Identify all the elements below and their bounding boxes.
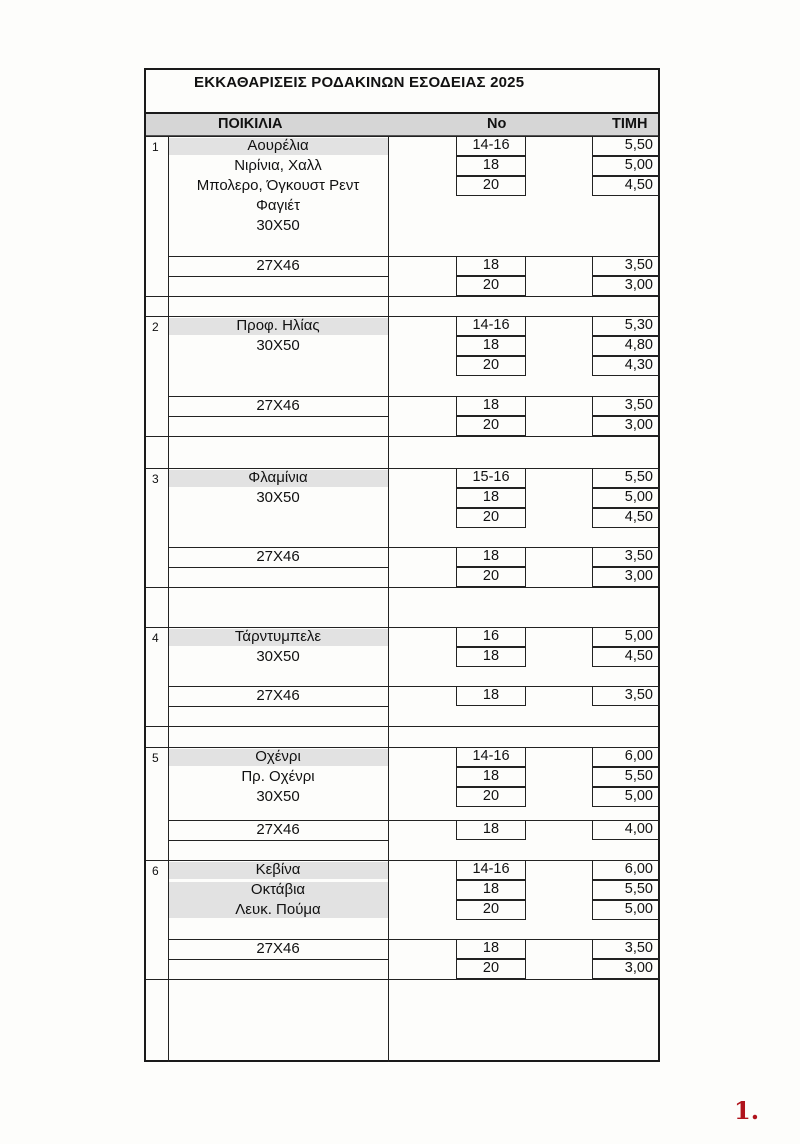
price-cell: 3,00 bbox=[592, 959, 660, 979]
price-cell: 3,50 bbox=[592, 939, 660, 959]
pack-size-label: 30Χ50 bbox=[256, 489, 300, 506]
price-cell: 5,30 bbox=[592, 316, 660, 336]
size-cell: 14-16 bbox=[456, 747, 526, 767]
price-cell: 5,50 bbox=[592, 136, 660, 156]
size-cell: 20 bbox=[456, 787, 526, 807]
title-bar bbox=[146, 70, 658, 114]
column-divider bbox=[168, 136, 169, 1062]
row-divider bbox=[168, 416, 388, 417]
price-cell: 5,00 bbox=[592, 900, 660, 920]
size-cell: 18 bbox=[456, 647, 526, 667]
variety-name: Φαγιέτ bbox=[255, 197, 301, 214]
size-cell: 20 bbox=[456, 508, 526, 528]
row-divider bbox=[168, 840, 388, 841]
pack-size-label: 27Χ46 bbox=[256, 397, 300, 414]
price-cell: 4,80 bbox=[592, 336, 660, 356]
size-cell: 20 bbox=[456, 416, 526, 436]
row-divider bbox=[168, 706, 388, 707]
size-cell: 18 bbox=[456, 939, 526, 959]
pack-size-label: 30Χ50 bbox=[256, 337, 300, 354]
price-cell: 4,50 bbox=[592, 647, 660, 667]
size-cell: 18 bbox=[456, 488, 526, 508]
group-number: 2 bbox=[152, 320, 159, 334]
size-cell: 20 bbox=[456, 276, 526, 296]
variety-name: Οχένρι bbox=[255, 748, 301, 765]
price-cell: 4,50 bbox=[592, 508, 660, 528]
group-number: 6 bbox=[152, 864, 159, 878]
row-divider bbox=[168, 567, 388, 568]
variety-name: Προφ. Ηλίας bbox=[236, 317, 320, 334]
header-variety: ΠΟΙΚΙΛΙΑ bbox=[218, 116, 283, 132]
group-number: 4 bbox=[152, 631, 159, 645]
size-cell: 16 bbox=[456, 627, 526, 647]
size-cell: 20 bbox=[456, 959, 526, 979]
price-cell: 4,00 bbox=[592, 820, 660, 840]
price-cell: 3,50 bbox=[592, 686, 660, 706]
variety-name: Νιρίνια, Χαλλ bbox=[234, 157, 322, 174]
variety-name: Μπολερο, Όγκουστ Ρεντ bbox=[196, 177, 360, 194]
size-cell: 20 bbox=[456, 176, 526, 196]
pack-size-label: 27Χ46 bbox=[256, 687, 300, 704]
variety-name: Αουρέλια bbox=[247, 137, 309, 154]
row-divider bbox=[146, 979, 658, 980]
header-price: ΤΙΜΗ bbox=[612, 116, 648, 132]
size-cell: 18 bbox=[456, 767, 526, 787]
size-cell: 18 bbox=[456, 396, 526, 416]
price-cell: 3,00 bbox=[592, 276, 660, 296]
price-cell: 6,00 bbox=[592, 860, 660, 880]
size-cell: 20 bbox=[456, 567, 526, 587]
size-cell: 18 bbox=[456, 686, 526, 706]
price-cell: 4,50 bbox=[592, 176, 660, 196]
price-cell: 3,00 bbox=[592, 416, 660, 436]
variety-name: Οκτάβια bbox=[250, 881, 306, 898]
header-size: Νο bbox=[487, 116, 507, 132]
row-divider bbox=[146, 436, 658, 437]
pack-size-label: 27Χ46 bbox=[256, 548, 300, 565]
pack-size-label: 27Χ46 bbox=[256, 940, 300, 957]
price-cell: 3,50 bbox=[592, 256, 660, 276]
price-cell: 3,50 bbox=[592, 547, 660, 567]
row-divider bbox=[168, 276, 388, 277]
size-cell: 14-16 bbox=[456, 860, 526, 880]
price-cell: 5,50 bbox=[592, 468, 660, 488]
size-cell: 20 bbox=[456, 900, 526, 920]
row-divider bbox=[168, 959, 388, 960]
size-cell: 18 bbox=[456, 880, 526, 900]
price-cell: 4,30 bbox=[592, 356, 660, 376]
column-divider bbox=[388, 136, 389, 1062]
price-cell: 3,00 bbox=[592, 567, 660, 587]
size-cell: 18 bbox=[456, 820, 526, 840]
size-cell: 14-16 bbox=[456, 316, 526, 336]
size-cell: 15-16 bbox=[456, 468, 526, 488]
pack-size-label: 30Χ50 bbox=[256, 648, 300, 665]
row-divider bbox=[146, 296, 658, 297]
pack-size-label: 27Χ46 bbox=[256, 821, 300, 838]
variety-name: Φλαμίνια bbox=[248, 469, 308, 486]
page-mark: 1. bbox=[734, 1096, 760, 1125]
pack-size-label: 30Χ50 bbox=[256, 217, 300, 234]
price-cell: 3,50 bbox=[592, 396, 660, 416]
size-cell: 18 bbox=[456, 547, 526, 567]
page-title: ΕΚΚΑΘΑΡΙΣΕΙΣ ΡΟΔΑΚΙΝΩΝ ΕΣΟΔΕΙΑΣ 2025 bbox=[194, 74, 525, 91]
price-cell: 6,00 bbox=[592, 747, 660, 767]
price-cell: 5,00 bbox=[592, 488, 660, 508]
price-cell: 5,00 bbox=[592, 627, 660, 647]
variety-name: Τάρντυμπελε bbox=[234, 628, 322, 645]
row-divider bbox=[146, 726, 658, 727]
variety-name: Λευκ. Πούμα bbox=[235, 901, 321, 918]
size-cell: 14-16 bbox=[456, 136, 526, 156]
price-cell: 5,50 bbox=[592, 767, 660, 787]
variety-name: Κεβίνα bbox=[255, 861, 301, 878]
price-cell: 5,00 bbox=[592, 156, 660, 176]
price-cell: 5,00 bbox=[592, 787, 660, 807]
size-cell: 18 bbox=[456, 256, 526, 276]
pack-size-label: 30Χ50 bbox=[256, 788, 300, 805]
group-number: 5 bbox=[152, 751, 159, 765]
size-cell: 18 bbox=[456, 156, 526, 176]
size-cell: 18 bbox=[456, 336, 526, 356]
group-number: 3 bbox=[152, 472, 159, 486]
price-sheet bbox=[144, 68, 660, 1062]
price-cell: 5,50 bbox=[592, 880, 660, 900]
size-cell: 20 bbox=[456, 356, 526, 376]
pack-size-label: 27Χ46 bbox=[256, 257, 300, 274]
row-divider bbox=[146, 587, 658, 588]
header-row bbox=[146, 114, 658, 136]
group-number: 1 bbox=[152, 140, 159, 154]
variety-name: Πρ. Οχένρι bbox=[241, 768, 315, 785]
